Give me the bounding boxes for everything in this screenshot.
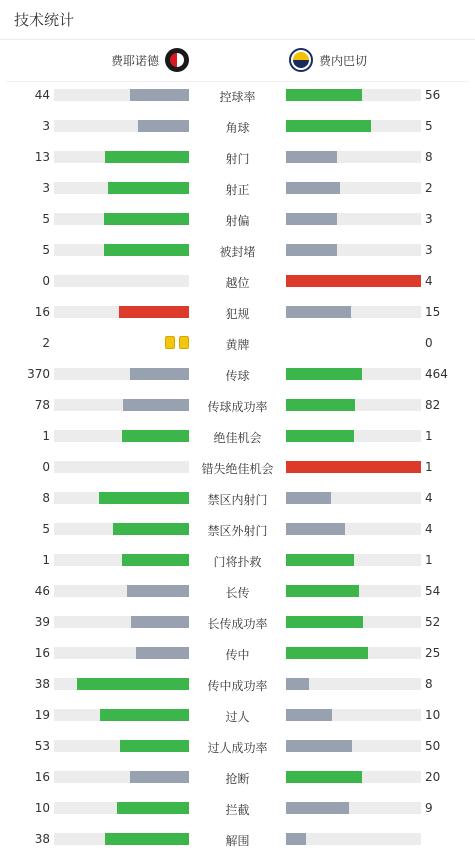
home-value: 38 [34,832,50,846]
stat-row [0,700,475,731]
away-stat-bar [286,368,362,380]
home-stat-bar [104,213,189,225]
home-value: 46 [34,584,50,598]
stat-label: 抢断 [225,772,250,786]
home-value: 44 [34,88,50,102]
stat-label: 黄牌 [225,338,250,352]
home-stat-bar-track [54,368,189,380]
home-stat-bar-track [54,120,189,132]
home-team-name: 费耶诺德 [110,53,159,68]
away-value: 54 [425,584,441,598]
home-value: 10 [34,801,50,815]
away-stat-bar-track [286,275,421,287]
away-stat-bar-track [286,771,421,783]
home-stat-bar-track [54,740,189,752]
home-stat-bar-track [54,430,189,442]
away-stat-bar [286,647,368,659]
away-stat-bar-track [286,492,421,504]
yellow-card-icon [165,336,175,349]
away-value: 20 [425,770,441,784]
home-stat-bar [100,709,189,721]
away-stat-bar-track [286,647,421,659]
feyenoord-logo-icon [165,48,189,72]
away-stat-bar [286,833,306,845]
away-stat-bar [286,554,354,566]
stat-label: 绝佳机会 [213,431,262,445]
away-value: 0 [425,336,433,350]
stat-row [0,235,475,266]
away-team-name: 费内巴切 [319,53,368,68]
away-value: 50 [425,739,441,753]
away-stat-bar [286,399,355,411]
away-value: 25 [425,646,441,660]
stat-row [0,359,475,390]
home-stat-bar-track [54,306,189,318]
home-stat-bar [122,430,190,442]
away-stat-bar-track [286,244,421,256]
home-stat-bar-track [54,833,189,845]
away-team[interactable] [289,48,367,72]
stat-row [0,80,475,111]
away-stat-bar [286,213,337,225]
home-value: 0 [42,274,50,288]
home-stat-bar [138,120,189,132]
away-stat-bar [286,151,337,163]
away-stat-bar-track [286,554,421,566]
away-stat-bar-track [286,120,421,132]
away-value: 464 [425,367,448,381]
home-value: 19 [34,708,50,722]
stat-label: 传球 [225,369,250,383]
home-stat-bar-track [54,151,189,163]
away-stat-bar-track [286,306,421,318]
home-value: 2 [42,336,50,350]
away-stat-bar [286,244,337,256]
home-value: 16 [34,305,50,319]
stat-label: 传球成功率 [207,400,268,414]
away-stat-bar-track [286,399,421,411]
away-value: 1 [425,460,433,474]
stat-label: 传中 [225,648,250,662]
away-stat-bar-track [286,523,421,535]
stat-label: 射门 [225,152,250,166]
away-stat-bar [286,461,421,473]
home-value: 5 [42,243,50,257]
away-stat-bar [286,616,363,628]
home-stat-bar-track [54,554,189,566]
home-stat-bar [99,492,189,504]
stat-label: 传中成功率 [207,679,268,693]
away-stat-bar-track [286,151,421,163]
away-stat-bar [286,182,340,194]
stat-row [0,731,475,762]
home-stat-bar-track [54,709,189,721]
stat-row [0,142,475,173]
home-stat-bar-track [54,647,189,659]
away-stat-bar-track [286,709,421,721]
home-stat-bar [77,678,189,690]
home-value: 5 [42,212,50,226]
stat-label: 被封堵 [219,245,256,259]
home-stat-bar-track [54,275,189,287]
home-stat-bar [123,399,189,411]
home-value: 3 [42,181,50,195]
away-value: 3 [425,243,433,257]
stat-label: 角球 [225,121,250,135]
away-stat-bar-track [286,740,421,752]
away-stat-bar-track [286,678,421,690]
home-stat-bar-track [54,244,189,256]
stat-row [0,328,475,359]
home-stat-bar [130,368,189,380]
away-value: 9 [425,801,433,815]
away-stat-bar-track [286,89,421,101]
away-stat-bar [286,120,371,132]
stat-label: 长传 [225,586,250,600]
stat-label: 禁区内射门 [207,493,268,507]
home-stat-bar [108,182,189,194]
page-title: 技术统计 [14,11,75,29]
home-value: 39 [34,615,50,629]
away-value: 8 [425,677,433,691]
home-stat-bar-track [54,585,189,597]
home-stat-bar [122,554,190,566]
home-value: 16 [34,646,50,660]
stat-row [0,514,475,545]
away-stat-bar-track [286,430,421,442]
stat-label: 控球率 [219,90,256,104]
away-stat-bar [286,492,331,504]
away-stat-bar [286,771,362,783]
stats-header [0,0,475,40]
home-value: 16 [34,770,50,784]
away-value: 56 [425,88,441,102]
home-value: 1 [42,553,50,567]
home-stat-bar-track [54,678,189,690]
away-value: 3 [425,212,433,226]
away-stat-bar [286,585,359,597]
home-stat-bar [120,740,189,752]
away-stat-bar-track [286,802,421,814]
stat-label: 越位 [225,276,250,290]
home-stat-bar [131,616,189,628]
home-stat-bar [105,151,189,163]
stat-label: 射正 [225,183,250,197]
away-stat-bar-track [286,461,421,473]
away-value: 10 [425,708,441,722]
away-value: 4 [425,491,433,505]
home-value: 5 [42,522,50,536]
stat-row [0,390,475,421]
away-value: 52 [425,615,441,629]
home-stat-bar [105,833,189,845]
home-value: 78 [34,398,50,412]
away-value: 1 [425,553,433,567]
away-value: 15 [425,305,441,319]
stat-row [0,576,475,607]
away-stat-bar [286,678,309,690]
home-stat-bar-track [54,771,189,783]
away-stat-bar-track [286,368,421,380]
away-stat-bar [286,709,332,721]
home-yellow-cards [165,336,189,349]
home-stat-bar [113,523,189,535]
stat-label: 拦截 [225,803,250,817]
home-value: 1 [42,429,50,443]
away-value: 5 [425,119,433,133]
team-header-row [6,40,469,82]
home-stat-bar [119,306,189,318]
stat-row [0,204,475,235]
home-value: 53 [34,739,50,753]
home-stat-bar-track [54,461,189,473]
away-stat-bar [286,306,351,318]
home-stat-bar-track [54,89,189,101]
home-stat-bar [136,647,189,659]
yellow-card-icon [179,336,189,349]
stat-row [0,762,475,793]
away-stat-bar-track [286,182,421,194]
away-stat-bar-track [286,833,421,845]
fenerbahce-logo-icon [289,48,313,72]
home-stat-bar-track [54,616,189,628]
away-value: 4 [425,522,433,536]
away-value: 8 [425,150,433,164]
stat-label: 错失绝佳机会 [201,462,274,476]
home-value: 8 [42,491,50,505]
home-value: 0 [42,460,50,474]
away-stat-bar [286,523,345,535]
stat-row [0,793,475,824]
home-stat-bar-track [54,492,189,504]
stat-row [0,266,475,297]
home-stat-bar [104,244,189,256]
home-value: 370 [27,367,50,381]
home-stat-bar [130,771,189,783]
away-stat-bar-track [286,585,421,597]
home-value: 3 [42,119,50,133]
home-stat-bar-track [54,802,189,814]
stat-label: 过人成功率 [207,741,268,755]
stat-row [0,824,475,855]
stat-label: 射偏 [225,214,250,228]
away-stat-bar [286,275,421,287]
stat-row [0,421,475,452]
stat-row [0,483,475,514]
away-stat-bar-track [286,616,421,628]
stat-row [0,545,475,576]
stat-row [0,669,475,700]
away-value: 82 [425,398,441,412]
away-stat-bar [286,89,362,101]
home-stat-bar [127,585,189,597]
home-stat-bar-track [54,213,189,225]
home-stat-bar-track [54,182,189,194]
stat-label: 过人 [225,710,250,724]
home-value: 38 [34,677,50,691]
stat-row [0,452,475,483]
away-stat-bar [286,430,354,442]
home-stat-bar [117,802,189,814]
stat-label: 门将扑救 [213,555,262,569]
stat-row [0,173,475,204]
stat-label: 禁区外射门 [207,524,268,538]
stat-label: 长传成功率 [207,617,268,631]
stat-row [0,638,475,669]
away-value: 2 [425,181,433,195]
away-stat-bar [286,740,352,752]
away-stat-bar [286,802,349,814]
stat-label: 解围 [225,834,250,848]
stat-row [0,607,475,638]
stat-label: 犯规 [225,307,250,321]
home-stat-bar-track [54,399,189,411]
home-value: 13 [34,150,50,164]
home-stat-bar-track [54,523,189,535]
stat-row [0,111,475,142]
away-stat-bar-track [286,213,421,225]
home-stat-bar [130,89,189,101]
away-value: 4 [425,274,433,288]
away-value: 1 [425,429,433,443]
home-team[interactable] [111,48,189,72]
stat-row [0,297,475,328]
